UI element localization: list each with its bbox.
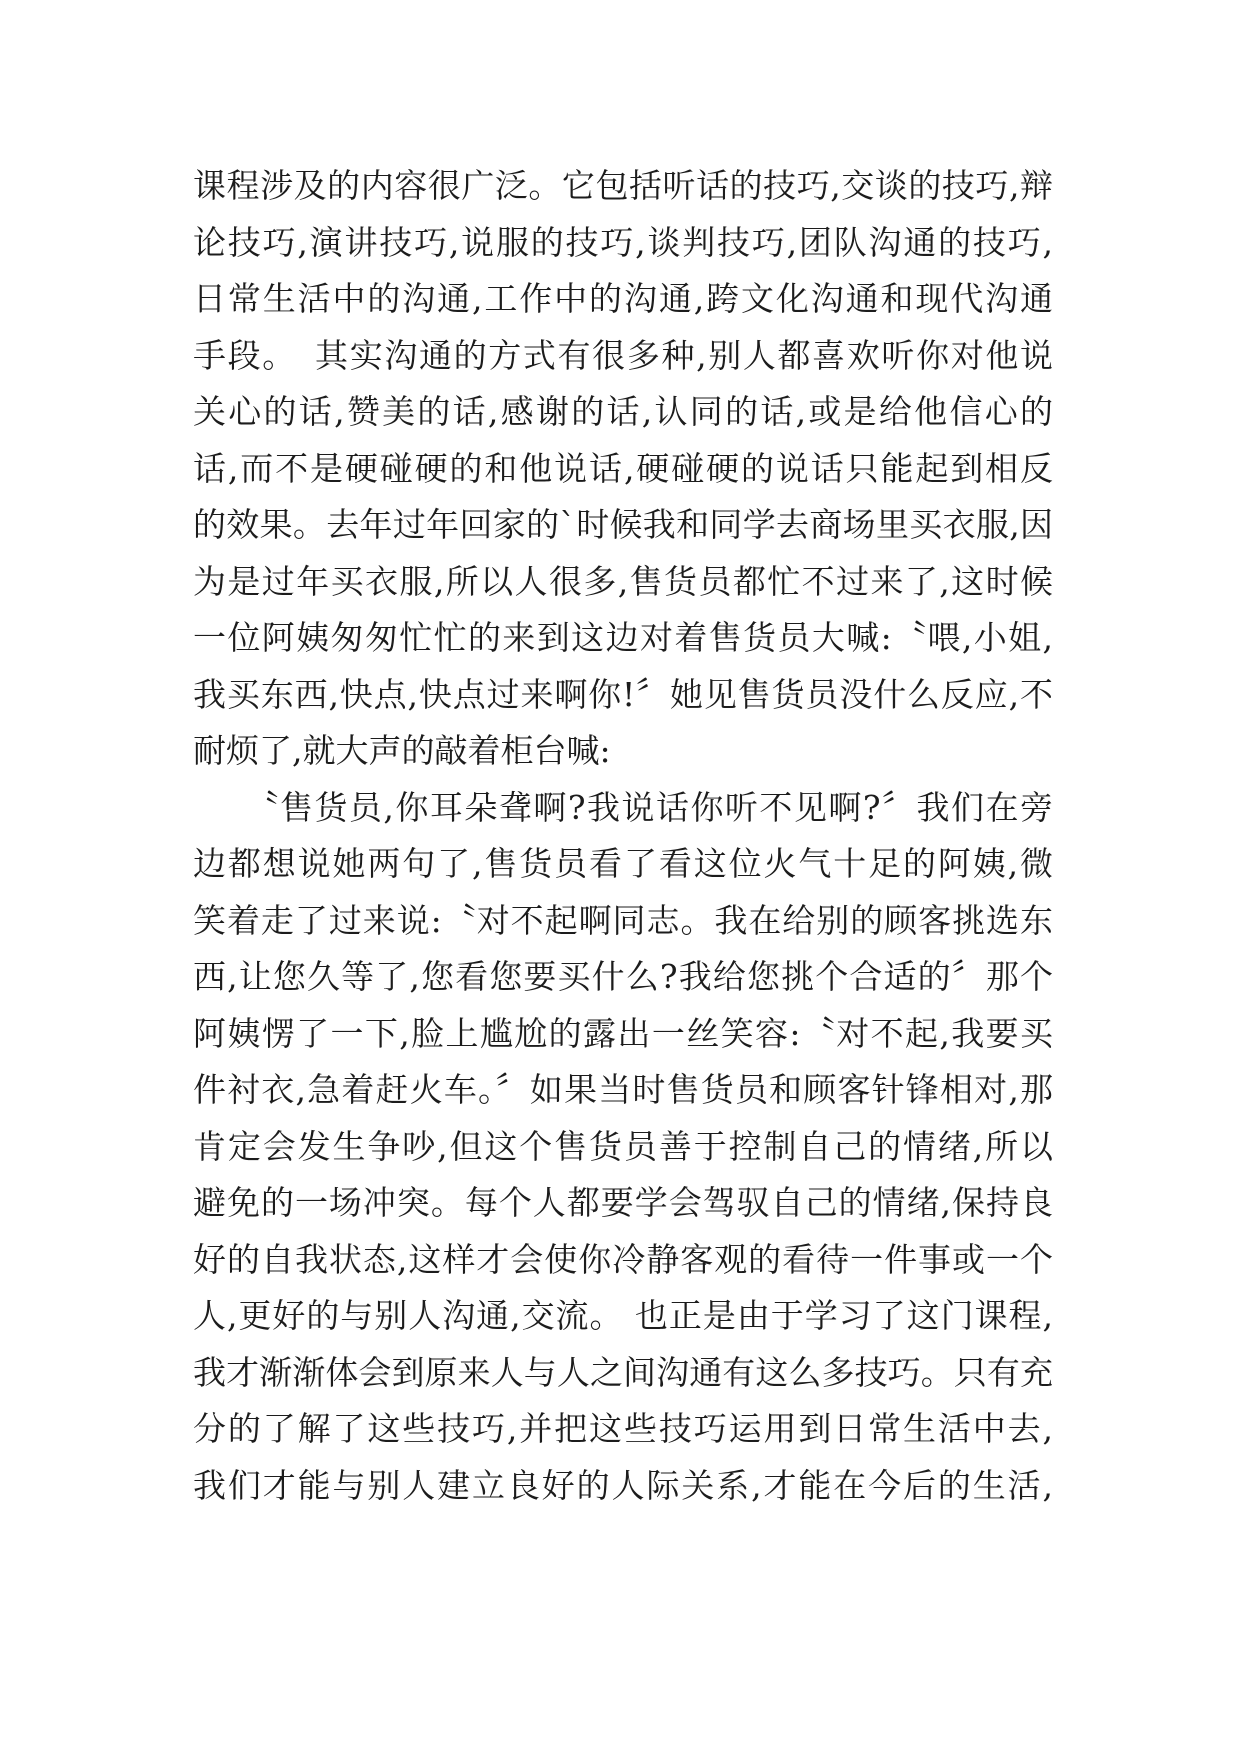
text-line: 耐烦了,就大声的敲着柜台喊: — [193, 731, 611, 770]
text-line: 〝售货员,你耳朵聋啊?我说话你听不见啊?〞我们在旁 — [193, 787, 1053, 827]
text-line: 我们才能与别人建立良好的人际关系,才能在今后的生活, — [193, 1465, 1053, 1505]
text-line: 边都想说她两句了,售货员看了看这位火气十足的阿姨,微 — [193, 844, 1053, 883]
text-line: 手段。 其实沟通的方式有很多种,别人都喜欢听你对他说 — [193, 335, 1053, 375]
text-line: 话,而不是硬碰硬的和他说话,硬碰硬的说话只能起到相反 — [193, 448, 1053, 488]
text-line: 西,让您久等了,您看您要买什么?我给您挑个合适的〞那个 — [193, 957, 1053, 996]
body-text — [193, 158, 1053, 1514]
text-line: 好的自我状态,这样才会使你冷静客观的看待一件事或一个 — [193, 1239, 1053, 1279]
text-line: 我才渐渐体会到原来人与人之间沟通有这么多技巧。只有充 — [193, 1352, 1053, 1392]
text-line: 避免的一场冲突。每个人都要学会驾驭自己的情绪,保持良 — [193, 1183, 1053, 1222]
text-line: 我买东西,快点,快点过来啊你!〞她见售货员没什么反应,不 — [193, 674, 1053, 714]
text-line: 论技巧,演讲技巧,说服的技巧,谈判技巧,团队沟通的技巧, — [193, 222, 1053, 262]
text-line: 为是过年买衣服,所以人很多,售货员都忙不过来了,这时候 — [193, 561, 1053, 601]
text-line: 件衬衣,急着赶火车。〞如果当时售货员和顾客针锋相对,那 — [193, 1070, 1053, 1109]
text-line: 分的了解了这些技巧,并把这些技巧运用到日常生活中去, — [193, 1409, 1053, 1448]
text-line: 人,更好的与别人沟通,交流。 也正是由于学习了这门课程, — [193, 1296, 1053, 1335]
text-line: 一位阿姨匆匆忙忙的来到这边对着售货员大喊:〝喂,小姐, — [193, 618, 1053, 657]
text-line: 的效果。去年过年回家的`时候我和同学去商场里买衣服,因 — [193, 505, 1053, 544]
text-line: 肯定会发生争吵,但这个售货员善于控制自己的情绪,所以 — [193, 1126, 1053, 1166]
text-line: 关心的话,赞美的话,感谢的话,认同的话,或是给他信心的 — [193, 392, 1053, 431]
text-line: 笑着走了过来说:〝对不起啊同志。我在给别的顾客挑选东 — [193, 900, 1053, 940]
text-line: 日常生活中的沟通,工作中的沟通,跨文化沟通和现代沟通 — [193, 279, 1053, 318]
text-line: 阿姨愣了一下,脸上尴尬的露出一丝笑容:〝对不起,我要买 — [193, 1013, 1053, 1053]
text-line: 课程涉及的内容很广泛。它包括听话的技巧,交谈的技巧,辩 — [193, 166, 1053, 205]
